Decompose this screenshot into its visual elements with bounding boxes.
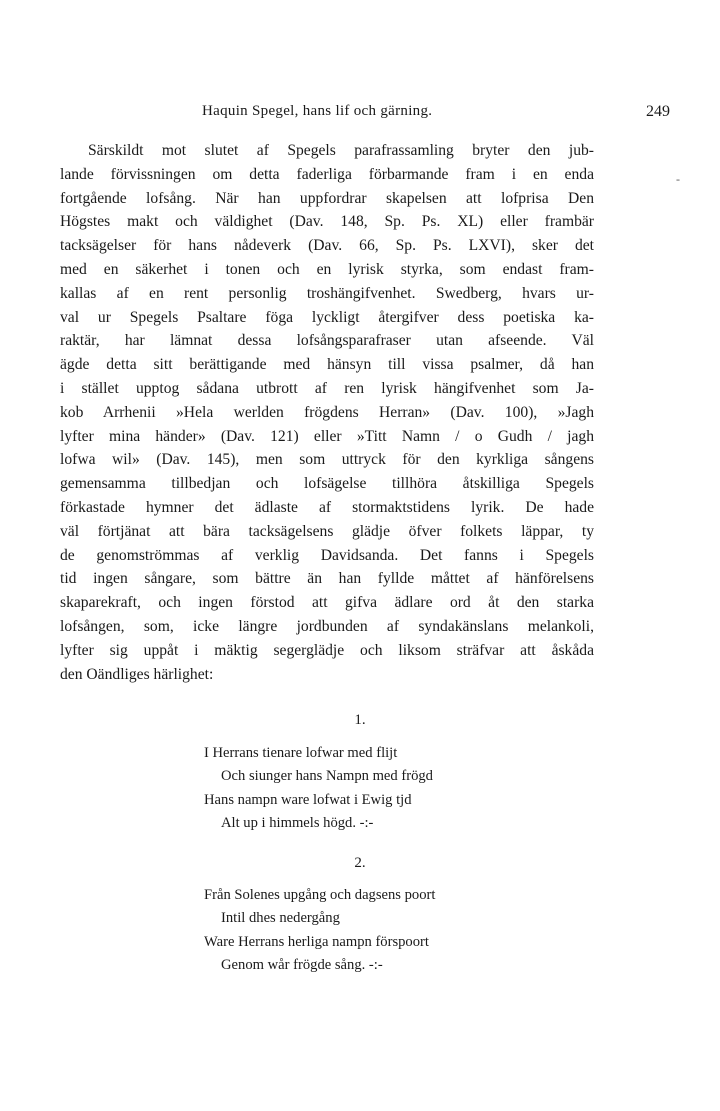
body-paragraph — [60, 139, 594, 686]
paragraph-line: kob Arrhenii »Hela werlden frögdens Herran» (Dav. 100), »Jagh — [60, 403, 594, 421]
paragraph-line: tacksägelser för hans nådeverk (Dav. 66, Sp. Ps. LXVI), sker det — [60, 237, 594, 255]
paragraph-line: den Oändliges härlighet: — [60, 665, 214, 683]
paragraph-line: tid ingen sångare, som bättre än han fyllde måttet af hänförelsens — [60, 570, 594, 588]
paragraph-line: i stället upptog sådana utbrott af ren lyrisk hängifvenhet som Ja- — [60, 379, 594, 397]
stanza-number: 1. — [354, 712, 366, 728]
margin-mark: - — [676, 172, 680, 186]
verse-line: Hans nampn ware lofwat i Ewig tjd — [204, 791, 412, 808]
running-head — [60, 103, 670, 127]
verse-line: Från Solenes upgång och dagsens poort — [204, 887, 436, 903]
paragraph-line: kallas af en rent personlig troshängifvenhet. Swedberg, hvars ur- — [60, 284, 594, 302]
paragraph-line: lofsången, som, icke längre jordbunden af syndakänslans melankoli, — [60, 617, 594, 635]
paragraph-line: raktär, har lämnat dessa lofsångsparafraser utan afseende. Väl — [60, 332, 594, 350]
paragraph-line: lande förvissningen om detta faderliga förbarmande fram i en enda — [60, 165, 594, 183]
paragraph-line: lyfter mina händer» (Dav. 121) eller »Titt Namn / o Gudh / jagh — [60, 427, 594, 445]
verse-line: Intil dhes nedergång — [221, 910, 340, 927]
stanza — [204, 742, 524, 835]
running-title: Haquin Spegel, hans lif och gärning. — [202, 103, 433, 119]
verse-line: Ware Herrans herliga nampn förspoort — [204, 933, 429, 950]
paragraph-line: de genomströmmas af verklig Davidsanda. Det fanns i Spegels — [60, 546, 594, 564]
verse-line: I Herrans tienare lofwar med flijt — [204, 745, 398, 761]
paragraph-line: skaparekraft, och ingen förstod att gifva ädlare ord åt den starka — [60, 594, 594, 612]
verse-line: Och siunger hans Nampn med frögd — [221, 768, 433, 785]
paragraph-line: förkastade hymner det ädlaste af stormaktstidens lyrik. De hade — [60, 498, 594, 516]
page-number: 249 — [646, 103, 670, 120]
paragraph-line: lyfter sig uppåt i mäktig segerglädje och liksom sträfvar att åskåda — [60, 641, 594, 659]
paragraph-line: gemensamma tillbedjan och lofsägelse tillhöra åtskilliga Spegels — [60, 475, 594, 493]
paragraph-line: ägde detta sitt berättigande med hänsyn till vissa psalmer, då han — [60, 356, 594, 374]
paragraph-line: val ur Spegels Psaltare föga lyckligt återgifver dess poetiska ka- — [60, 308, 594, 326]
paragraph-line: fortgående lofsång. När han uppfordrar skapelsen att lofprisa Den — [60, 189, 594, 207]
paragraph-line: med en säkerhet i tonen och en lyrisk styrka, som endast fram- — [60, 260, 594, 278]
verse-line: Alt up i himmels högd. -:- — [221, 814, 374, 831]
paragraph-line: Särskildt mot slutet af Spegels parafrassamling bryter den jub- — [88, 142, 594, 159]
paragraph-line: väl förtjänat att bära tacksägelsens glädje öfver folkets läppar, ty — [60, 522, 594, 540]
paragraph-line: Högstes makt och väldighet (Dav. 148, Sp. Ps. XL) eller frambär — [60, 213, 594, 231]
stanza-number: 2. — [354, 855, 366, 871]
paragraph-line: lofwa wil» (Dav. 145), men som uttryck för den kyrkliga sångens — [60, 451, 594, 469]
verse-line: Genom wår frögde sång. -:- — [221, 956, 383, 973]
stanza — [204, 884, 524, 977]
